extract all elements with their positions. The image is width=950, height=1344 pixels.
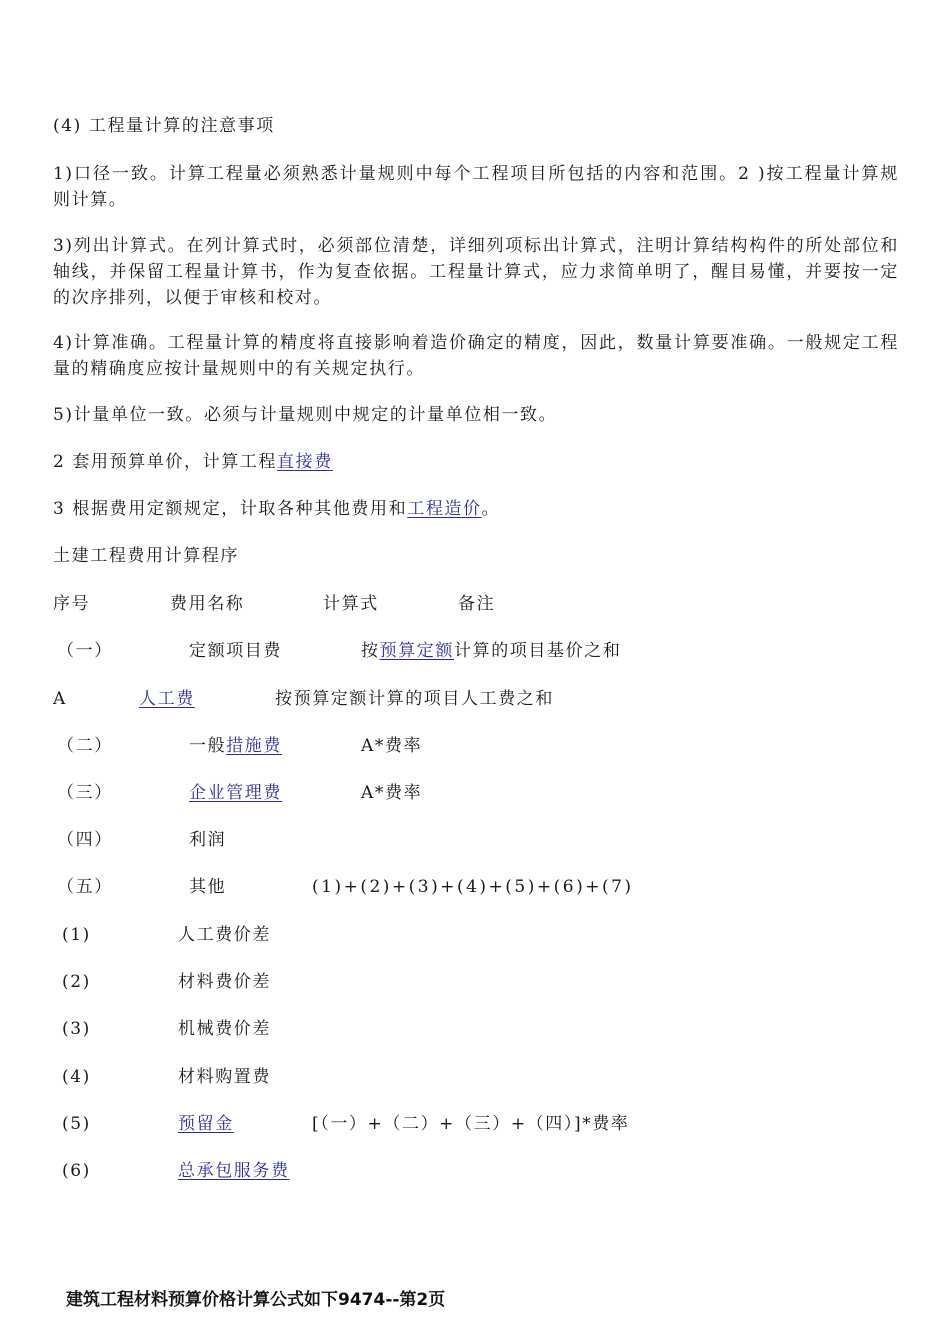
step-3 <box>53 496 500 522</box>
row-1-formula-post: 计算的项目基价之和 <box>454 641 622 661</box>
sub-2-name: 材料费价差 <box>178 972 271 992</box>
header-formula: 计算式 <box>323 594 379 614</box>
sub-5-no: (5) <box>62 1114 91 1134</box>
step-2-text: 2 套用预算单价，计算工程 <box>53 452 278 472</box>
header-no: 序号 <box>53 594 91 614</box>
step-2 <box>53 449 333 475</box>
sub-3-no: (3) <box>62 1019 91 1039</box>
budget-quota-link[interactable]: 预算定额 <box>379 641 455 661</box>
notes-heading: (4) 工程量计算的注意事项 <box>53 116 275 136</box>
header-name: 费用名称 <box>170 594 245 614</box>
row-1-name: 定额项目费 <box>189 641 282 661</box>
row-3-formula: A*费率 <box>361 783 423 803</box>
row-2-name <box>189 733 282 759</box>
project-cost-link[interactable]: 工程造价 <box>407 499 482 519</box>
row-2-no: （二） <box>57 736 113 756</box>
sub-4-no: (4) <box>62 1067 91 1087</box>
paragraph-3: 3)列出计算式。在列计算式时，必须部位清楚，详细列项标出计算式，注明计算结构构件的所处部位和轴线，并保留工程量计算书，作为复查依据。工程量计算式，应力求简单明了，醒目易懂，并要按一定的次序排列，以便于审核和校对。 <box>53 236 899 308</box>
row-5-formula: (1)+(2)+(3)+(4)+(5)+(6)+(7) <box>312 877 634 897</box>
paragraph-5: 5)计量单位一致。必须与计量规则中规定的计量单位相一致。 <box>53 405 558 425</box>
sub-1-no: (1) <box>62 925 91 945</box>
direct-cost-link[interactable]: 直接费 <box>277 452 333 472</box>
row-2-name-pre: 一般 <box>189 736 227 756</box>
paragraph-4: 4)计算准确。工程量计算的精度将直接影响着造价确定的精度，因此，数量计算要准确。一般规定工程量的精确度应按计量规则中的有关规定执行。 <box>53 333 899 379</box>
row-3-name <box>189 780 282 806</box>
row-4-no: （四） <box>57 830 113 850</box>
row-5-name: 其他 <box>189 877 227 897</box>
measures-fee-link[interactable]: 措施费 <box>226 736 283 756</box>
table-title: 土建工程费用计算程序 <box>53 546 239 566</box>
sub-3-name: 机械费价差 <box>178 1019 271 1039</box>
sub-2-no: (2) <box>62 972 91 992</box>
labor-cost-link[interactable]: 人工费 <box>139 689 195 709</box>
row-1-formula <box>361 638 621 664</box>
sub-5-formula: [（一）+（二）+（三）+（四）]*费率 <box>312 1114 630 1134</box>
row-a-no: A <box>53 689 67 709</box>
row-1-no: （一） <box>57 641 113 661</box>
row-5-no: （五） <box>57 877 113 897</box>
sub-1-name: 人工费价差 <box>178 925 271 945</box>
header-remark: 备注 <box>458 594 496 614</box>
step-3-text: 3 根据费用定额规定，计取各种其他费用和 <box>53 499 408 519</box>
sub-5-name <box>178 1111 234 1137</box>
paragraph-1: 1)口径一致。计算工程量必须熟悉计量规则中每个工程项目所包括的内容和范围。2 )按工程量计算规则计算。 <box>53 164 899 210</box>
row-2-formula: A*费率 <box>361 736 423 756</box>
sub-4-name: 材料购置费 <box>178 1067 271 1087</box>
row-1-formula-pre: 按 <box>361 641 380 661</box>
row-a-name <box>139 686 195 712</box>
reserve-fund-link[interactable]: 预留金 <box>178 1114 234 1134</box>
contracting-service-fee-link[interactable]: 总承包服务费 <box>178 1161 290 1181</box>
management-fee-link[interactable]: 企业管理费 <box>189 783 282 803</box>
row-a-formula: 按预算定额计算的项目人工费之和 <box>275 689 554 709</box>
step-3-end: 。 <box>481 499 501 519</box>
row-3-no: （三） <box>57 783 113 803</box>
sub-6-no: (6) <box>62 1161 91 1181</box>
page-footer: 建筑工程材料预算价格计算公式如下9474--第2页 <box>66 1290 446 1310</box>
row-4-name: 利润 <box>189 830 227 850</box>
sub-6-name <box>178 1158 290 1184</box>
